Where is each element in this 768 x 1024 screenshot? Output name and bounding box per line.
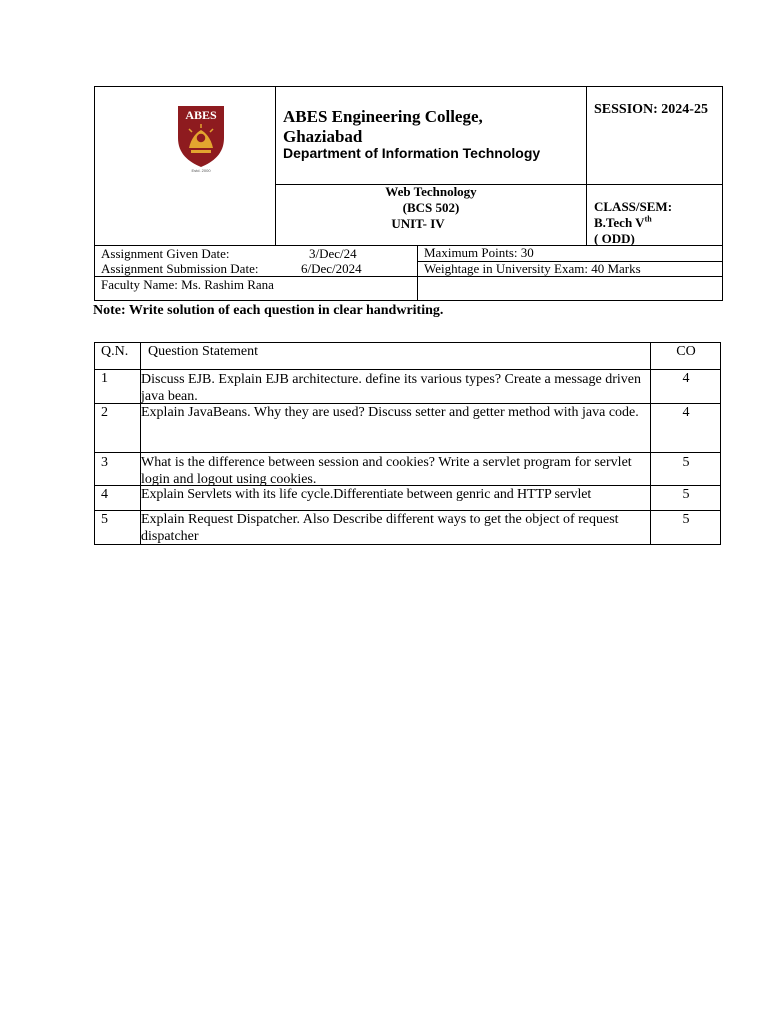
question-number: 4 xyxy=(101,487,108,502)
question-co: 5 xyxy=(682,487,690,502)
question-text: Discuss EJB. Explain EJB architecture. define its various types? Create a message driven java bean. xyxy=(141,372,641,404)
question-number: 1 xyxy=(101,371,108,386)
column-header-co: CO xyxy=(676,344,696,359)
class-label: CLASS/SEM: xyxy=(594,199,673,214)
question-number: 2 xyxy=(101,405,108,420)
question-text: Explain JavaBeans. Why they are used? Discuss setter and getter method with java code. xyxy=(141,405,639,420)
question-text: What is the difference between session and cookies? Write a servlet program for servlet login and logout using cookies. xyxy=(141,455,632,487)
question-row-line-2 xyxy=(94,452,721,453)
abes-shield-icon xyxy=(175,104,227,174)
column-header-qn: Q.N. xyxy=(101,344,129,359)
submission-date-label: Assignment Submission Date: xyxy=(101,261,259,276)
info-divider-vertical xyxy=(417,245,418,301)
header-divider-right xyxy=(586,86,587,246)
column-header-statement: Question Statement xyxy=(148,344,259,359)
question-number: 3 xyxy=(101,455,108,470)
logo-text: ABES xyxy=(185,108,217,122)
submission-date-value: 6/Dec/2024 xyxy=(301,261,362,276)
college-logo xyxy=(175,104,227,174)
question-text: Explain Request Dispatcher. Also Describe different ways to get the object of request dispatcher xyxy=(141,512,619,544)
weightage: Weightage in University Exam: 40 Marks xyxy=(424,261,641,276)
question-row-line-0 xyxy=(94,369,721,370)
question-co: 4 xyxy=(682,371,690,386)
given-date-label: Assignment Given Date: xyxy=(101,246,230,261)
question-co: 5 xyxy=(682,455,690,470)
college-name xyxy=(283,107,483,147)
given-date-value: 3/Dec/24 xyxy=(309,246,357,261)
department-name: Department of Information Technology xyxy=(283,145,541,161)
logo-sub: Estd. 2000 xyxy=(191,168,211,173)
faculty-name: Faculty Name: Ms. Rashim Rana xyxy=(101,277,274,292)
class-value: B.Tech V xyxy=(594,215,645,230)
session-label: SESSION: 2024-25 xyxy=(594,102,708,117)
subject-unit: UNIT- IV xyxy=(391,216,445,231)
college-name-line1: ABES Engineering College, xyxy=(283,107,483,126)
max-points: Maximum Points: 30 xyxy=(424,245,534,260)
question-text: Explain Servlets with its life cycle.Differentiate between genric and HTTP servlet xyxy=(141,487,592,502)
college-name-line2: Ghaziabad xyxy=(283,127,363,146)
subject-name: Web Technology xyxy=(385,184,477,199)
note-text: Note: Write solution of each question in clear handwriting. xyxy=(93,303,444,318)
class-value-line xyxy=(594,215,672,231)
class-block xyxy=(594,199,672,247)
question-number: 5 xyxy=(101,512,108,527)
subject-block xyxy=(276,184,586,232)
class-term: ( ODD) xyxy=(594,231,635,246)
class-sup: th xyxy=(644,214,652,224)
subject-code: (BCS 502) xyxy=(402,200,460,215)
question-co: 4 xyxy=(682,405,690,420)
question-co: 5 xyxy=(682,512,690,527)
